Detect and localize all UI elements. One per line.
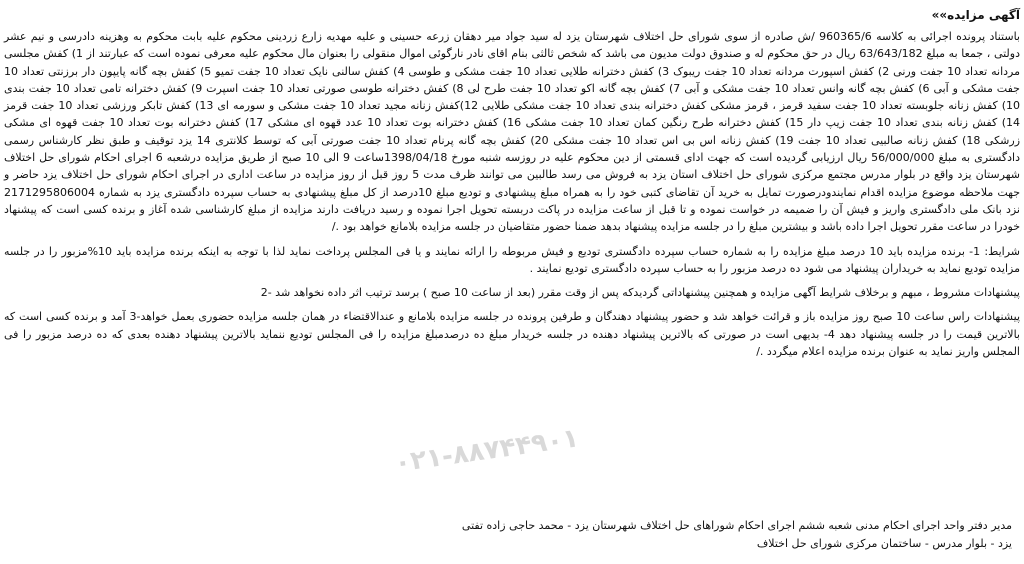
signature-line-2: یزد - بلوار مدرس - ساختمان مرکزی شورای حل اختلاف [756,537,1012,550]
condition-3: پیشنهادات راس ساعت 10 صبح روز مزایده باز و قرائت خواهد شد و حضور پیشنهاد دهندگان و طرفین پرونده در جلسه مزایده بلامانع و عندالاقتضاء در همان جلسه مزایده حضوری بعمل خواهد-3 آمد و برنده کسی است که بالاترین قیمت را در جلسه پیشنهاد دهد 4- بدیهی است در صورتی که بالاترین پیشنهاد دهنده در جلسه خریدار مبلغ ده درصدمبلغ مزایده را فی المجلس تودیع ننماید بالاترین پیشنهاد دهنده بعدی که ده درصد مزبور را فی المجلس واریز نماید به عنوان برنده مزایده اعلام میگردد ./ [4,310,1021,359]
condition-2: پیشنهادات مشروط ، مبهم و برخلاف شرایط آگهی مزایده و همچنین پیشنهاداتی گردیدکه پس از وقت مقرر (بعد از ساعت 10 صبح ) برسد ترتیب اثر داده نخواهد شد -2 [260,286,1020,300]
signature-line-1: مدیر دفتر واحد اجرای احکام مدنی شعبه ششم اجرای احکام شوراهای حل اختلاف شهرستان یزد - محمد حاجی زاده تفتی [461,519,1012,532]
signature-block [462,517,1012,553]
notice-body: باستناد پرونده اجرائی به کلاسه 960365/6 /ش صادره از سوی شورای حل اختلاف شهرستان یزد له سید جواد میر دهقان زرعه حسینی و علیه مهدیه زارع زردینی محکوم علیه بابت محکوم به وهزینه دادرسی و نیم عشر دولتی ، جمعا به مبلغ 63/643/182 ریال در حق محکوم له و صندوق دولت مدیون می باشد که شخص ثالثی بنام اقای نادر نارگوئی اموال منقولی را بعنوان مال محکوم علیه معرفی نموده است که عبارتند از 1) کفش مجلسی مردانه تعداد 10 جفت ورنی 2) کفش اسپورت مردانه تعداد 10 جفت ریبوک 3) کفش دخترانه طلایی تعداد 10 جفت مشکی و طوسی 4) کفش سالنی نایک تعداد 10 جفت تمیو 5) کفش بچه گانه پایپون دار برزنتی تعداد 10 جفت مشکی و آبی 6) کفش بچه گانه وانس تعداد 10 جفت مشکی و آبی 7) کفش بچه گانه اکو تعداد 10 جفت طرح لی 8) کفش دخترانه طوسی صورتی تعداد 10 جفت اسپرت 9) کفش دخترانه تامی تعداد 10 جفت بندی 10) کفش زنانه جلوبسته تعداد 10 جفت سفید قرمز ، قرمز مشکی کفش دخترانه بندی تعداد 10 جفت مشکی طلایی 12)کفش زنانه مجید تعداد 10 جفت مشکی و سورمه ای 13) کفش تابکر ورزشی تعداد 10 جفت قرمز 14) کفش زنانه بندی تعداد 10 جفت زیپ دار 15) کفش دخترانه طرح رنگین کمان تعداد 10 جفت مشکی 16) کفش دخترانه بوت تعداد 10 عدد قهوه ای مشکی 17) کفش دخترانه بوت تعداد 10 جفت قهوه ای مشکی زرشکی 18) کفش زنانه صالبیی تعداد 10 جفت 19) کفش زنانه اس بی اس تعداد 10 جفت مشکی 20) کفش بچه گانه پرنام تعداد 10 جفت صورتی آبی که توسط کلانتری 14 یزد توقیف و طبق نظر کارشناس رسمی دادگستری به مبلغ 56/000/000 ریال ارزیابی گردیده است که جهت ادای قسمتی از دین محکوم علیه در روزسه شنبه مورخ 1398/04/18ساعت 9 الی 10 صبح از طریق مزایده درشعبه 6 اجرای احکام شورای حل اختلاف شهرستان یزد واقع در بلوار مدرس مجتمع مرکزی شورای حل اختلاف استان یزد به فروش می رسد طالبین می توانند ظرف مدت 5 روز قبل از روز مزایده در ساعت اداری در اجرای احکام شورای حل اختلاف یزد حاضر و جهت ملاحظه موضوع مزایده اقدام نمایندودرصورت تمایل به خرید آن تقاضای کتبی خود را به همراه مبلغ پیشنهادی و تودیع مبلغ 10درصد از کل مبلغ پیشنهادی به حساب سپرده دادگستری یزد به شماره 2171295806004 نزد بانک ملی دادگستری واریز و فیش آن را ضمیمه در خواست نموده و تا قبل از ساعت مزایده در پاکت دربسته تحویل اجرا نموده و رسید دریافت دارند مزایده از مبلغ کارشناسی شده آغاز و برنده کسی است که پیشنهاد خودرا در ساعت مقرر تحویل اجرا داده باشد و بیشترین مبلغ را در جلسه مزایده پیشنهاد بدهد ضمنا حضور متقاضیان در جلسه مزایده بلامانع خواهد بود ./ [4,30,1021,234]
notice-title: آگهی مزایده»» [931,8,1020,22]
watermark-stamp: ۰۲۱-۸۸۷۴۴۹۰۱ [392,423,581,479]
notice-page [4,6,1020,560]
conditions-paragraph: شرایط: 1- برنده مزایده باید 10 درصد مبلغ مزایده را به شماره حساب سپرده دادگستری تودیع و فیش مربوطه را ارائه نمایند و یا فی المجلس پرداخت نماید لذا با توجه به اینکه برنده مزایده باید 10%مزبور را در جلسه مزایده تودیع نماید به خریداران پیشنهاد می شود ده درصد مزبور را به حساب سپرده دادگستری تودیع نمایند . [4,244,1020,275]
